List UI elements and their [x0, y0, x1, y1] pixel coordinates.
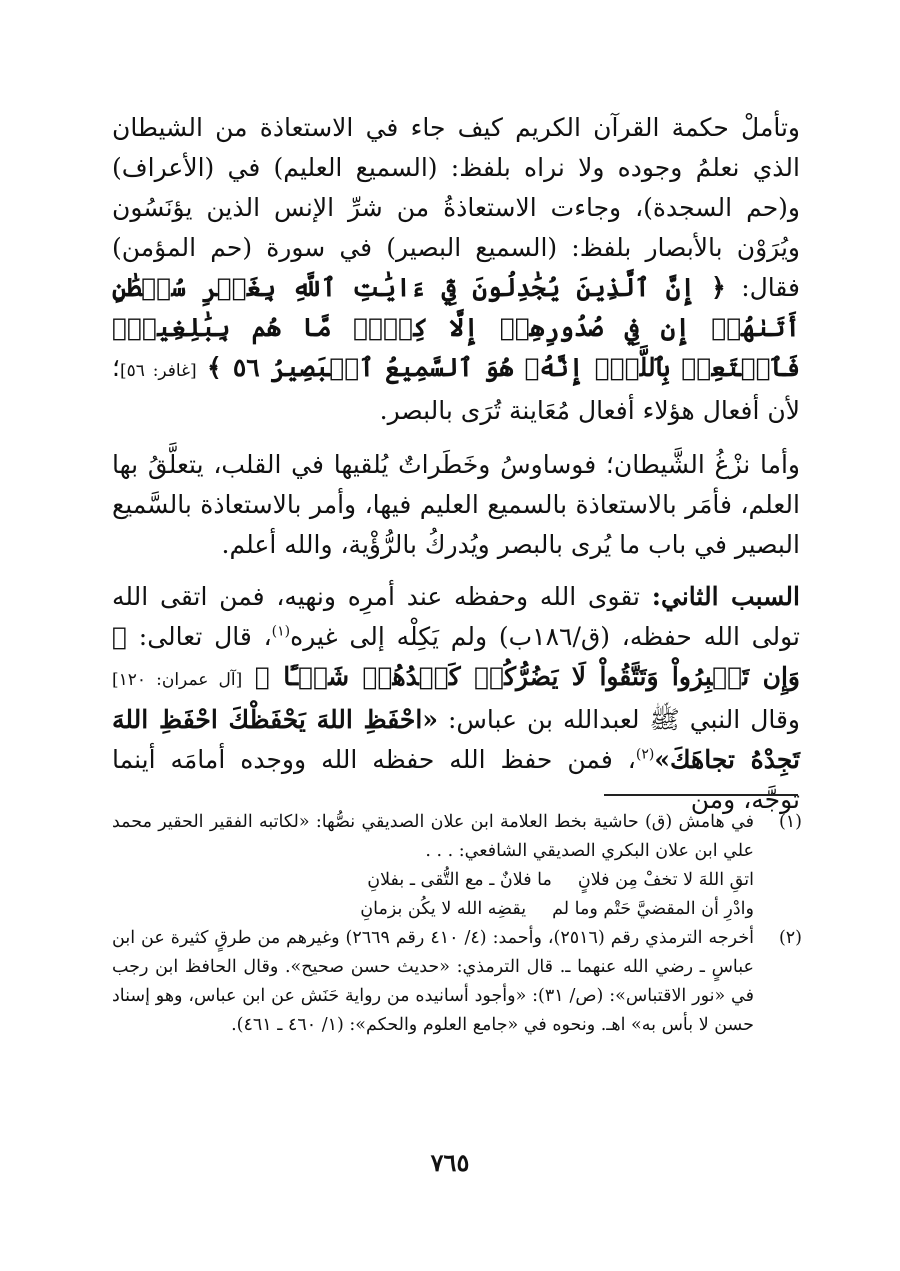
- paragraph-1: [112, 108, 800, 431]
- footnote-number: (٢): [778, 928, 802, 948]
- paragraph-3: [112, 577, 800, 820]
- footnote-separator: [604, 794, 798, 796]
- paragraph-2-text: وأما نزْغُ الشَّيطان؛ فوساوسُ وخَطَراتٌ يُلقيها في القلب، يتعلَّقُ بها العلم، فأمَر بالاستعاذة بالسميع العليم فيها، وأمر بالاستعاذة بالسَّميع البصير في باب ما يُرى بالبصر ويُدركُ بالرُّؤْية، والله أعلم.: [112, 450, 800, 559]
- paragraph-2: [112, 445, 800, 565]
- footnote-text: في هامش (ق) حاشية بخط العلامة ابن علان الصديقي نصُّها: «لكاتبه الفقير الحقير محمد علي ابن علان البكري الصديقي الشافعي: . . .: [112, 812, 754, 861]
- hadith-quote: «احْفَظِ اللهَ يَحْفَظْكَ احْفَظِ اللهَ تَجِدْهُ تجاهَكَ»: [112, 705, 800, 774]
- verse-line: [112, 866, 754, 895]
- hemistich: يقضِه الله لا يكُن بزمانِ: [360, 899, 527, 919]
- verse-line: [112, 895, 754, 924]
- hemistich: ما فلانٌ ـ مع التُّقى ـ بفلانِ: [367, 870, 552, 890]
- page-number: ٧٦٥: [430, 1148, 470, 1177]
- footnote-number: (١): [778, 812, 802, 832]
- paragraph-3-text-2: ، قال تعالى:: [138, 622, 272, 651]
- main-text: [112, 108, 800, 820]
- paragraph-1-text: وتأملْ حكمة القرآن الكريم كيف جاء في الاستعاذة من الشيطان الذي نعلمُ وجوده ولا نراه بلفظ: (السميع العليم) في (الأعراف) و(حم السجدة)، وجاءت الاستعاذةُ من شرِّ الإنس الذين يؤنَسُون ويُرَوْن بالأبصار بلفظ: (السميع البصير) في سورة (حم المؤمن) فقال:: [112, 113, 800, 302]
- paragraph-3-text-1: تقوى الله وحفظه عند أمرِه ونهيه، فمن اتقى الله تولى الله حفظه، (ق/١٨٦ب) ولم يَكِلْه إلى غيره: [112, 582, 800, 651]
- footnote-text: أخرجه الترمذي رقم (٢٥١٦)، وأحمد: (٤/ ٤١٠ رقم ٢٦٦٩) وغيرهم من طرقٍ كثيرة عن ابن عباسٍ ـ رضي الله عنهما ـ. قال الترمذي: «حديث حسن صحيح». وقال الحافظ ابن رجب في «نور الاقتباس»: (ص/ ٣١): «وأجود أسانيده من رواية حَنَش عن ابن عباس، وهو إسناد حسن لا بأس به» اهـ. ونحوه في «جامع العلوم والحكم»: (١/ ٤٦٠ ـ ٤٦١).: [112, 928, 755, 1035]
- paragraph-1-tail: ؛ لأن أفعال هؤلاء أفعال مُعَاينة تُرَى بالبصر.: [112, 353, 800, 425]
- footnote-2: [112, 924, 802, 1040]
- footnote-ref-2[interactable]: (٢): [635, 746, 655, 763]
- paragraph-3-text-4: ، فمن حفظ الله حفظه الله ووجده أمامَه أينما توجَّه، ومن: [112, 745, 800, 814]
- quran-verse-ghafir: ﴿ إِنَّ ٱلَّذِينَ يُجَٰدِلُونَ فِيٓ ءَايَٰتِ ٱللَّهِ بِغَيۡرِ سُلۡطَٰنٍ أَتَىٰهُمۡ إِن فِي صُدُورِهِمۡ إِلَّا كِبۡرٞ مَّا هُم بِبَٰلِغِيهِۚ فَٱسۡتَعِذۡ بِٱللَّهِۖ إِنَّهُۥ هُوَ ٱلسَّمِيعُ ٱلۡبَصِيرُ ٥٦ ﴾: [112, 273, 801, 382]
- paragraph-3-text-3: وقال النبي ﷺ لعبدالله بن عباس:: [447, 705, 800, 734]
- section-lead: السبب الثاني:: [651, 582, 800, 611]
- footnotes: [112, 808, 802, 1040]
- footnote-body: [112, 808, 754, 924]
- footnote-body: [112, 924, 754, 1040]
- footnote-ref-1[interactable]: (١): [271, 623, 291, 640]
- quran-verse-al-imran: ﴿ وَإِن تَصۡبِرُواْ وَتَتَّقُواْ لَا يَضُرُّكُمۡ كَيۡدُهُمۡ شَيۡـًٔا ﴾: [112, 622, 800, 691]
- hemistich: اتقِ اللهَ لا تخفْ مِن فلانٍ: [577, 870, 754, 890]
- hemistich: وادْرِ أن المقضيَّ حَتْم وما لم: [552, 899, 754, 919]
- footnote-1: [112, 808, 802, 924]
- verse-citation-ghafir: [غافر: ٥٦]: [119, 361, 197, 381]
- poetry-verse: [112, 866, 754, 924]
- verse-citation-al-imran: [آل عمران: ١٢٠]: [112, 670, 243, 690]
